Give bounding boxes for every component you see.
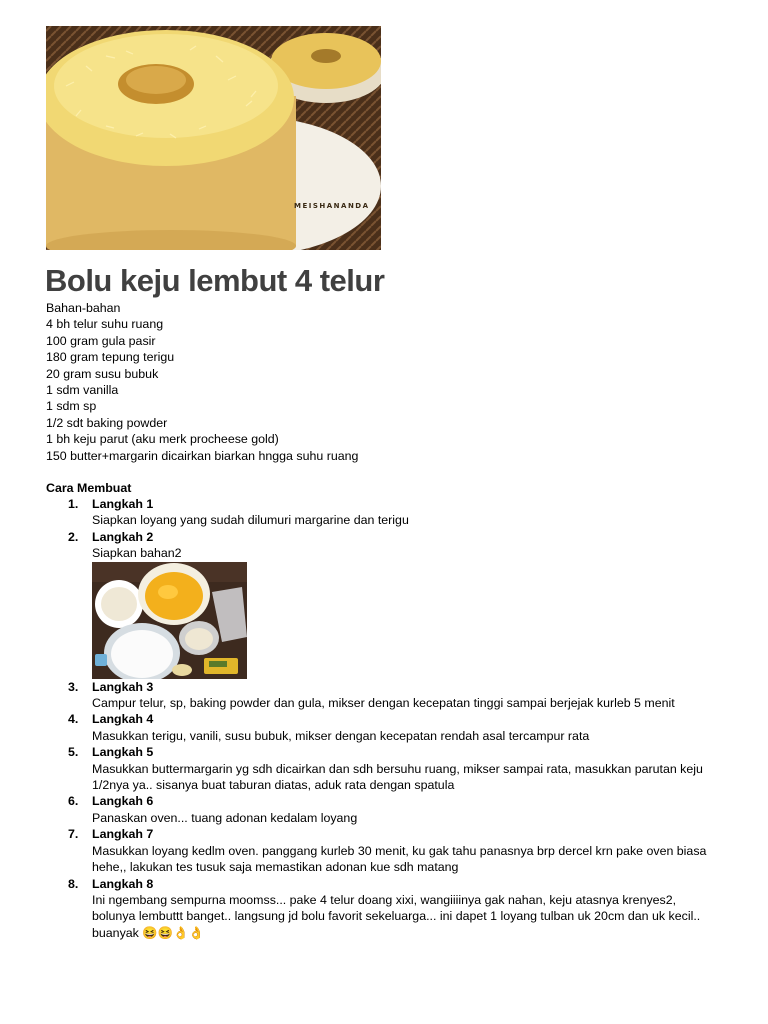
ingredient-item: 100 gram gula pasir [46,333,156,348]
step-number: 4. [68,712,79,727]
ingredients-heading: Bahan-bahan [46,301,121,315]
step-text: Panaskan oven... tuang adonan kedalam loyang [92,810,358,825]
method-steps [46,496,716,941]
ingredients-photo [92,562,247,679]
step-text: Masukkan terigu, vanili, susu bubuk, mikser dengan kecepatan rendah asal tercampur rata [92,728,590,743]
step-number: 1. [68,497,79,511]
step-text: Campur telur, sp, baking powder dan gula, mikser dengan kecepatan tinggi sampai berjejak kurleb 5 menit [92,696,675,711]
ingredient-item: 180 gram tepung terigu [46,350,175,365]
step-text: Masukkan buttermargarin yg sdh dicairkan dan sdh bersuhu ruang, mikser sampai rata, masukkan parutan keju 1/2nya ya.. sisanya buat taburan diatas, aduk rata dengan spatula [92,761,703,793]
photo-watermark: MEISHANANDA [294,202,370,210]
ingredients-list [46,300,358,464]
step-title: Langkah 7 [92,827,154,842]
step-title: Langkah 5 [92,745,154,760]
step-title: Langkah 4 [92,712,154,727]
step-item [46,826,716,875]
step-title: Langkah 3 [92,679,154,694]
step-number: 8. [68,876,79,891]
step-title: Langkah 2 [92,529,154,544]
step-title: Langkah 6 [92,794,154,809]
step-text: Ini ngembang sempurna moomss... pake 4 telur doang xixi, wangiiiinya gak nahan, keju atasnya krenyes2, bolunya lembuttt banget.. langsung jd bolu favorit sekeluarga... ini dapet 1 loyang tulban uk 20cm dan uk kecil.. buanyak 😆😆👌👌 [92,892,701,940]
step-text: Siapkan loyang yang sudah dilumuri margarine dan terigu [92,513,409,528]
ingredient-item: 20 gram susu bubuk [46,366,159,381]
step-item [46,793,716,826]
ingredient-item: 1 bh keju parut (aku merk procheese gold) [46,432,279,447]
bowls-illustration [92,562,247,679]
step-item [46,529,716,679]
step-item [46,679,716,712]
step-item [46,496,716,529]
step-number: 5. [68,745,79,760]
recipe-title: Bolu keju lembut 4 telur [45,263,385,298]
ingredient-item: 1/2 sdt baking powder [46,415,168,430]
step-title: Langkah 1 [92,497,154,511]
ingredient-item: 4 bh telur suhu ruang [46,317,164,332]
step-item [46,744,716,793]
hero-photo-cheese-bolu [46,26,381,250]
step-number: 6. [68,794,79,809]
step-text: Masukkan loyang kedlm oven. panggang kurleb 30 menit, ku gak tahu panasnya brp dercel krn pake oven biasa hehe,, lakukan tes tusuk saja memastikan adonan kue sdh matang [92,843,707,875]
step-title: Langkah 8 [92,876,154,891]
ingredient-item: 1 sdm sp [46,399,97,414]
step-text: Siapkan bahan2 [92,546,182,561]
step-number: 2. [68,529,79,544]
step-number: 7. [68,827,79,842]
ingredient-item: 150 butter+margarin dicairkan biarkan hngga suhu ruang [46,448,359,463]
ingredient-item: 1 sdm vanilla [46,383,119,398]
step-number: 3. [68,679,79,694]
step-item [46,876,716,942]
step-item [46,711,716,744]
method-heading: Cara Membuat [46,481,132,495]
cheese-cake-illustration [46,26,381,250]
